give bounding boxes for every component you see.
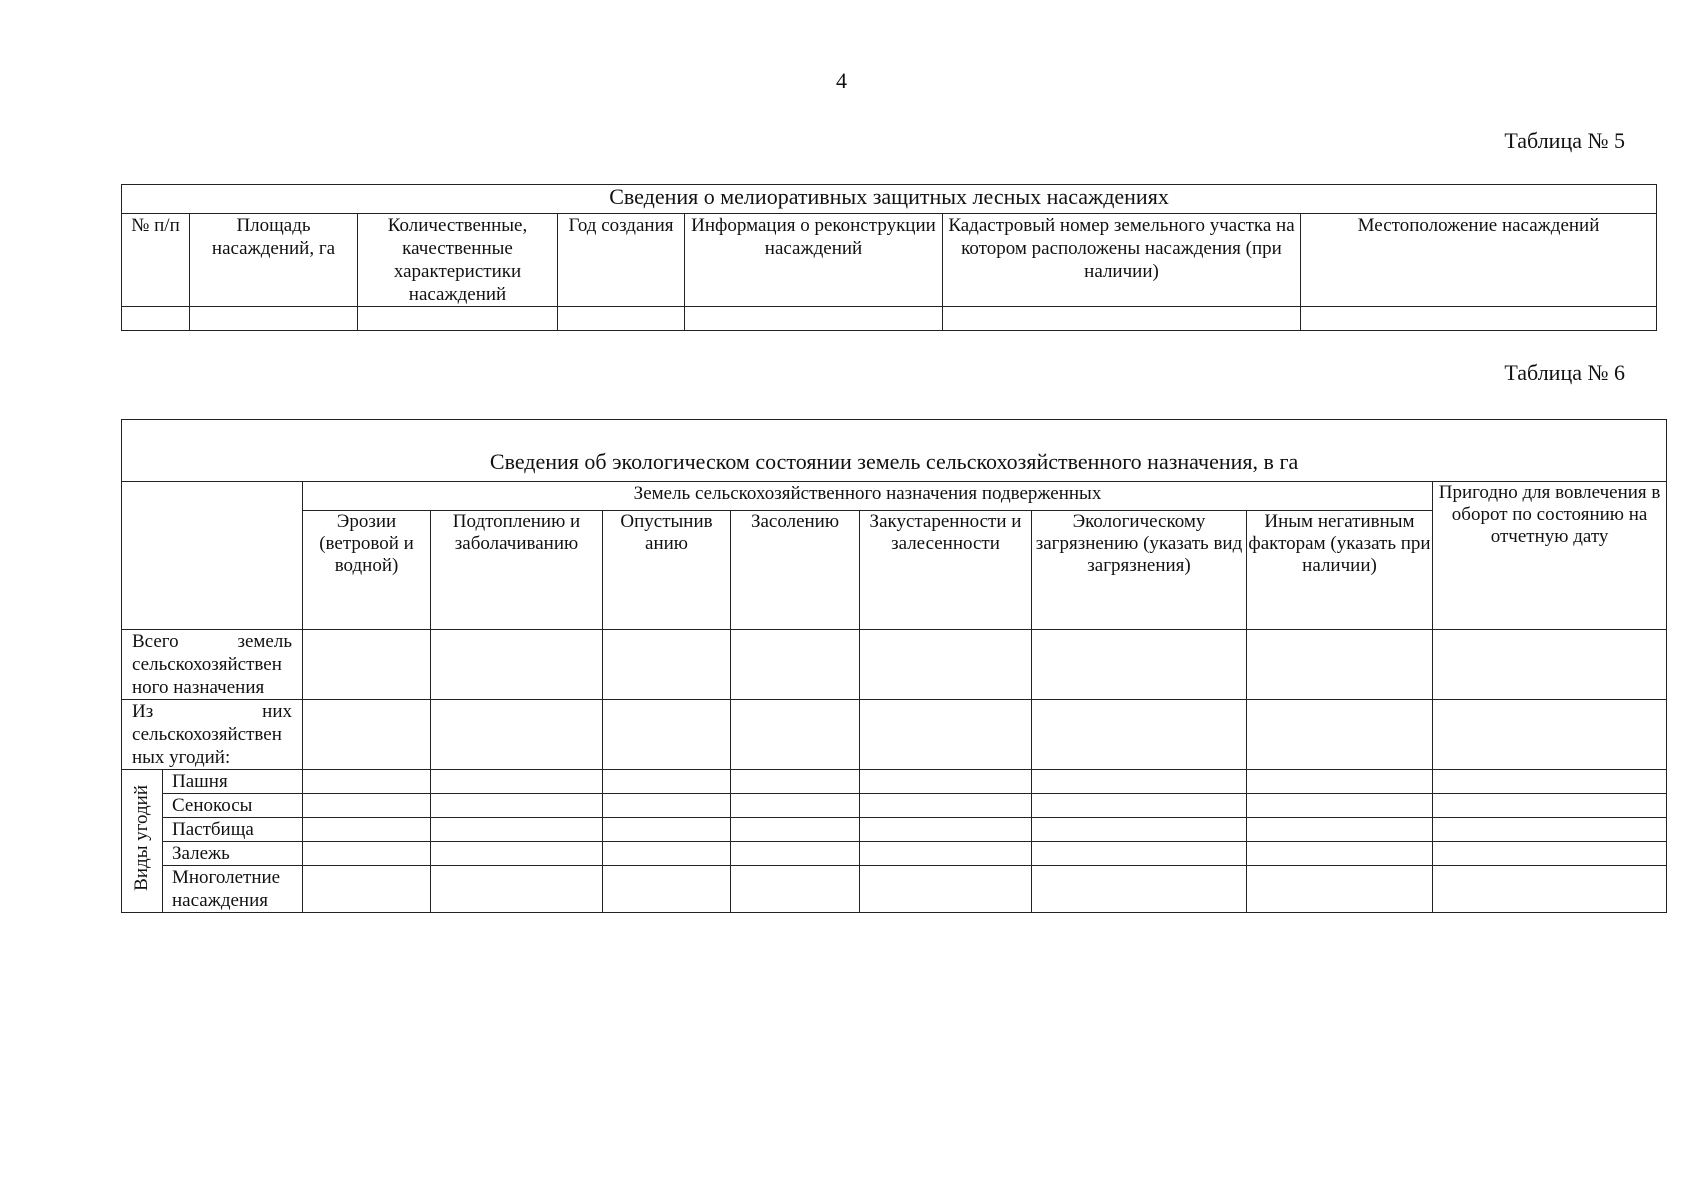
table-cell bbox=[1433, 630, 1667, 700]
table5-header-location: Местоположение насаждений bbox=[1301, 214, 1657, 307]
row-label-hayfields: Сенокосы bbox=[163, 794, 303, 818]
table5-caption: Таблица № 5 bbox=[1504, 128, 1625, 153]
table6-row-of-them bbox=[122, 700, 1667, 770]
table-cell bbox=[1433, 700, 1667, 770]
row-label-of-them: Из них сельскохозяйствен ных угодий: bbox=[122, 700, 303, 770]
table-cell bbox=[303, 842, 431, 866]
table-cell bbox=[1247, 842, 1433, 866]
table6-title: Сведения об экологическом состоянии земель сельскохозяйственного назначения, в га bbox=[122, 420, 1667, 482]
land-types-vertical-cell bbox=[122, 770, 163, 913]
table-cell bbox=[1032, 866, 1247, 913]
table5-header-number: № п/п bbox=[122, 214, 190, 307]
table-cell bbox=[558, 307, 685, 331]
land-types-vertical-label: Виды угодий bbox=[131, 785, 152, 891]
table5-header-reconstruction: Информация о реконструкции насаждений bbox=[685, 214, 943, 307]
table-cell bbox=[1433, 818, 1667, 842]
table6-row-fallow bbox=[122, 842, 1667, 866]
row-label-total: Всего земель сельскохозяйствен ного назначения bbox=[122, 630, 303, 700]
table-cell bbox=[731, 818, 860, 842]
table-cell bbox=[190, 307, 358, 331]
table6-header-shrub: Закустаренности и залесенности bbox=[860, 511, 1032, 630]
table6-header-salinization: Засолению bbox=[731, 511, 860, 630]
table-cell bbox=[1247, 630, 1433, 700]
table-cell bbox=[303, 700, 431, 770]
table5-header-area: Площадь насаждений, га bbox=[190, 214, 358, 307]
table-cell bbox=[358, 307, 558, 331]
table5-header-year: Год создания bbox=[558, 214, 685, 307]
table6-row-hayfields bbox=[122, 794, 1667, 818]
table-cell bbox=[431, 794, 603, 818]
table-cell bbox=[303, 818, 431, 842]
table-cell bbox=[731, 630, 860, 700]
table-cell bbox=[860, 842, 1032, 866]
table-cell bbox=[1032, 842, 1247, 866]
table-cell bbox=[731, 770, 860, 794]
table-cell bbox=[603, 770, 731, 794]
table-cell bbox=[431, 630, 603, 700]
table-cell bbox=[731, 794, 860, 818]
table-cell bbox=[860, 770, 1032, 794]
table-cell bbox=[1032, 630, 1247, 700]
table-cell bbox=[431, 770, 603, 794]
table-cell bbox=[603, 630, 731, 700]
table-cell bbox=[1433, 842, 1667, 866]
table5-header-characteristics: Количественные, качественные характеристики насаждений bbox=[358, 214, 558, 307]
table-cell bbox=[303, 794, 431, 818]
table-cell bbox=[431, 700, 603, 770]
table-cell bbox=[1433, 866, 1667, 913]
table-cell bbox=[603, 818, 731, 842]
row-label-arable: Пашня bbox=[163, 770, 303, 794]
table6-row-arable bbox=[122, 770, 1667, 794]
table6-header-other: Иным негативным факторам (указать при наличии) bbox=[1247, 511, 1433, 630]
table6-corner-cell bbox=[122, 482, 303, 630]
table6-row-pastures bbox=[122, 818, 1667, 842]
table-cell bbox=[1032, 700, 1247, 770]
row-label-fallow: Залежь bbox=[163, 842, 303, 866]
table6-caption: Таблица № 6 bbox=[1504, 360, 1625, 385]
table6-header-erosion: Эрозии (ветровой и водной) bbox=[303, 511, 431, 630]
table-cell bbox=[1247, 700, 1433, 770]
table6-header-suitable: Пригодно для вовлечения в оборот по состоянию на отчетную дату bbox=[1433, 482, 1667, 630]
table-cell bbox=[860, 630, 1032, 700]
table-cell bbox=[1247, 794, 1433, 818]
table-cell bbox=[1247, 866, 1433, 913]
table-cell bbox=[303, 630, 431, 700]
table-cell bbox=[731, 842, 860, 866]
table-cell bbox=[1032, 818, 1247, 842]
table-cell bbox=[1247, 818, 1433, 842]
table-cell bbox=[731, 866, 860, 913]
table-cell bbox=[943, 307, 1301, 331]
table-cell bbox=[1247, 770, 1433, 794]
table-cell bbox=[860, 794, 1032, 818]
table-cell bbox=[1032, 794, 1247, 818]
table-cell bbox=[1032, 770, 1247, 794]
table-cell bbox=[1301, 307, 1657, 331]
table6-header-pollution: Экологическому загрязнению (указать вид загрязнения) bbox=[1032, 511, 1247, 630]
table-cell bbox=[303, 866, 431, 913]
table6-header-desertification: Опустынив анию bbox=[603, 511, 731, 630]
table-cell bbox=[603, 700, 731, 770]
table5-empty-row bbox=[122, 307, 1657, 331]
table-5 bbox=[121, 184, 1657, 331]
row-label-perennial: Многолетние насаждения bbox=[163, 866, 303, 913]
table6-row-total bbox=[122, 630, 1667, 700]
table-cell bbox=[731, 700, 860, 770]
table-cell bbox=[1433, 770, 1667, 794]
table-cell bbox=[303, 770, 431, 794]
table-cell bbox=[860, 818, 1032, 842]
table6-header-flooding: Подтоплению и заболачиванию bbox=[431, 511, 603, 630]
table-cell bbox=[603, 866, 731, 913]
table-cell bbox=[685, 307, 943, 331]
row-label-pastures: Пастбища bbox=[163, 818, 303, 842]
table-cell bbox=[860, 700, 1032, 770]
table-cell bbox=[122, 307, 190, 331]
table-cell bbox=[431, 866, 603, 913]
page-number: 4 bbox=[836, 68, 847, 93]
table5-title: Сведения о мелиоративных защитных лесных насаждениях bbox=[122, 185, 1657, 214]
table6-group-header: Земель сельскохозяйственного назначения подверженных bbox=[303, 482, 1433, 511]
table6-row-perennial bbox=[122, 866, 1667, 913]
table5-header-cadastral: Кадастровый номер земельного участка на котором расположены насаждения (при наличии) bbox=[943, 214, 1301, 307]
table-cell bbox=[431, 842, 603, 866]
table-6 bbox=[121, 419, 1667, 913]
table-cell bbox=[860, 866, 1032, 913]
table-cell bbox=[1433, 794, 1667, 818]
table-cell bbox=[603, 794, 731, 818]
table-cell bbox=[603, 842, 731, 866]
table-cell bbox=[431, 818, 603, 842]
